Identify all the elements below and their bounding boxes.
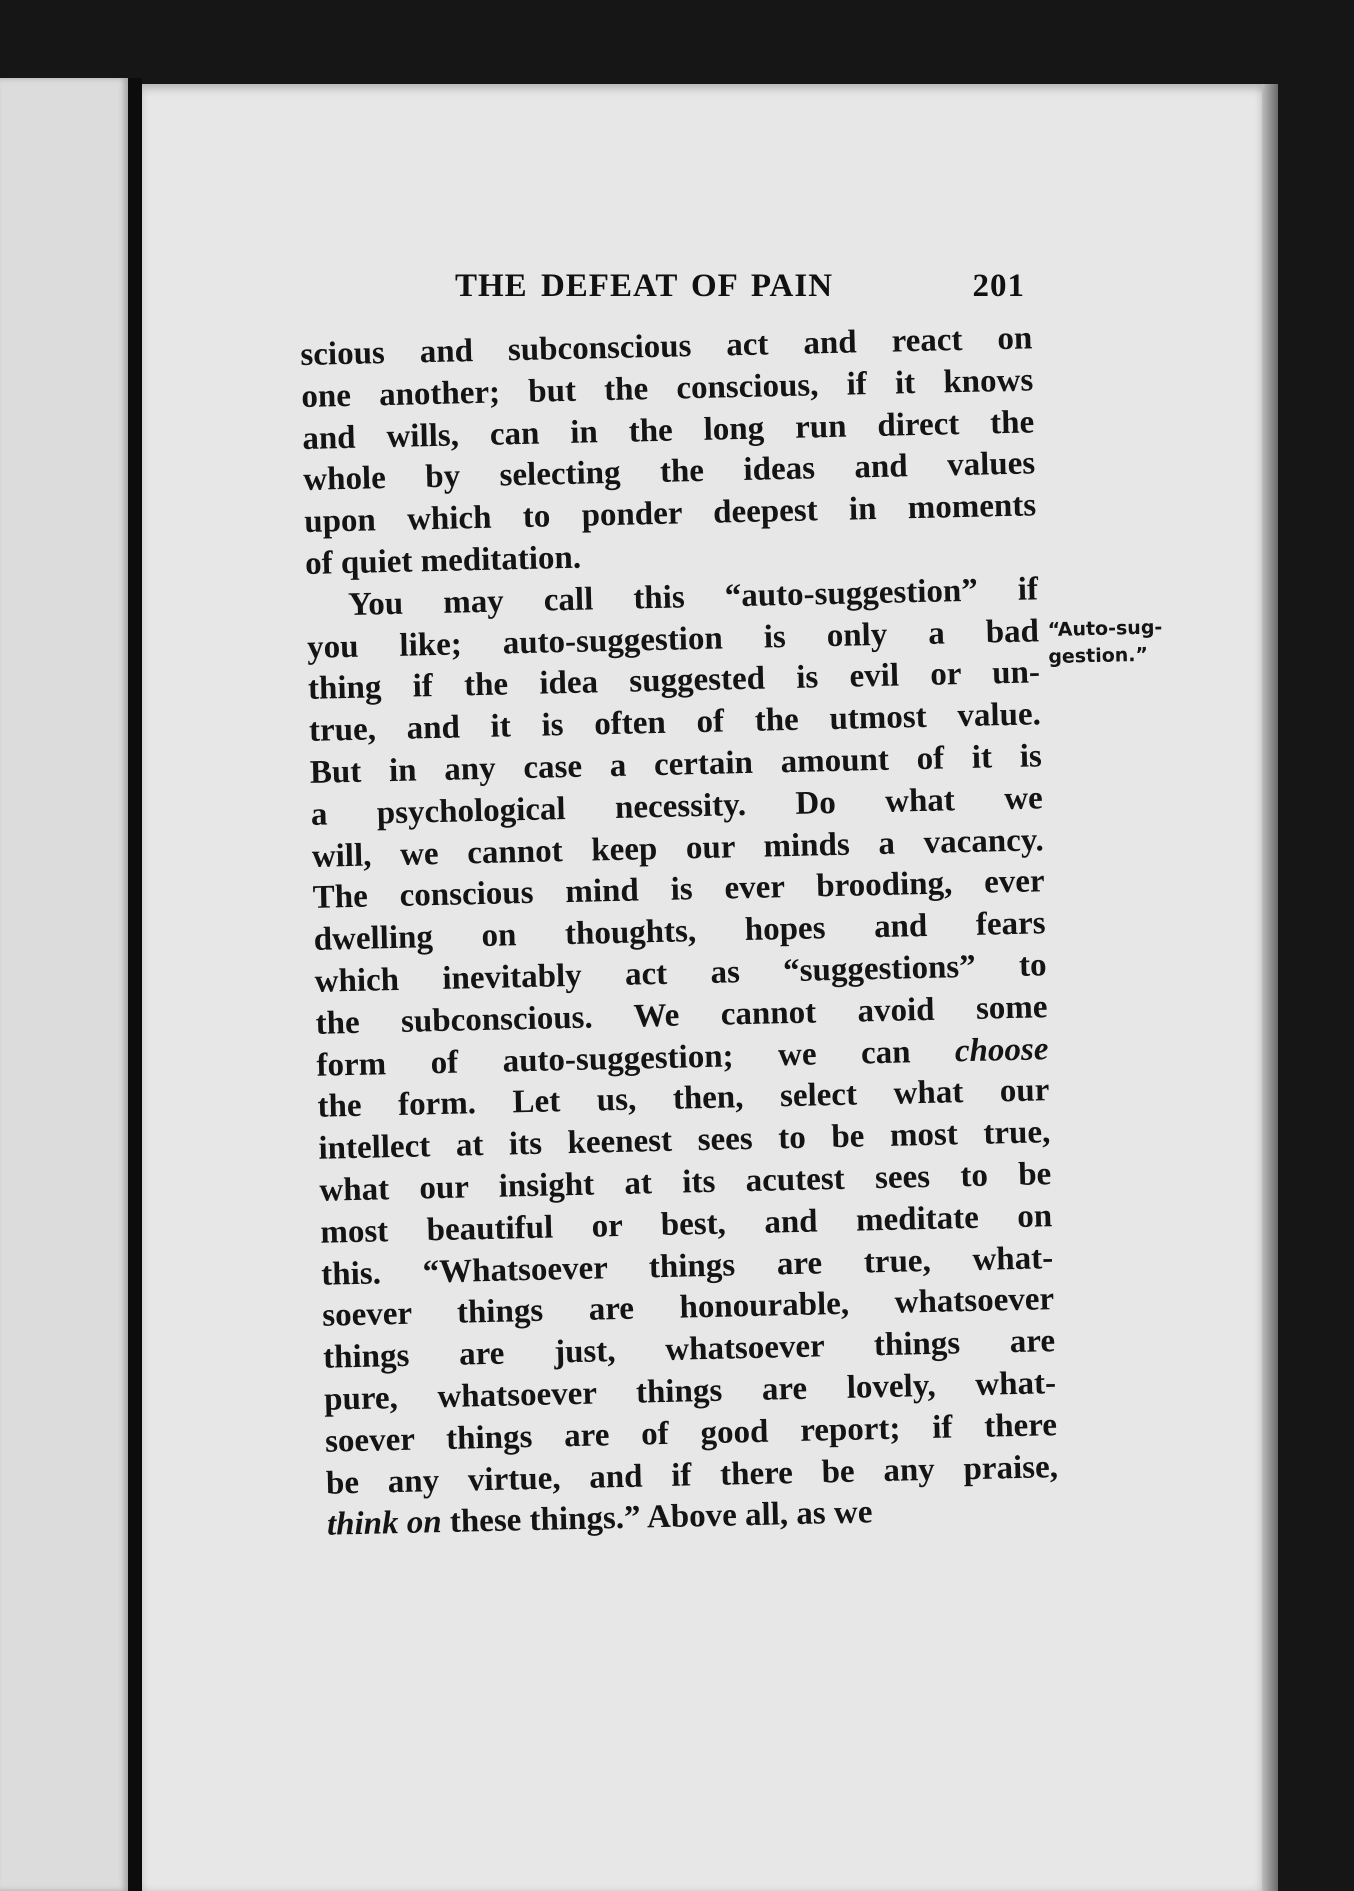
text-line: this. “Whatsoever things are true, what- — [320, 1239, 1054, 1293]
text-line: a psychological necessity. Do what we — [310, 780, 1044, 833]
text-line: what our insight at its acutest sees to be — [319, 1156, 1052, 1209]
text-line: the subconscious. We cannot avoid some — [315, 988, 1048, 1042]
margin-note-line: “Auto-sug- — [1047, 616, 1163, 642]
italic-phrase-think-on: think on — [326, 1504, 443, 1544]
text-line: pure, whatsoever things are lovely, what- — [323, 1365, 1057, 1418]
text-line: But in any case a certain amount of it is — [309, 738, 1043, 791]
left-page-edge — [0, 78, 128, 1891]
text-line: dwelling on thoughts, hopes and fears — [313, 905, 1046, 958]
text-line: The conscious mind is ever brooding, ever — [312, 863, 1046, 917]
text-line: things are just, whatsoever things are — [322, 1323, 1056, 1376]
margin-note — [1047, 613, 1228, 671]
text-line: thing if the idea suggested is evil or un- — [307, 654, 1041, 708]
italic-word-choose: choose — [954, 1030, 1049, 1069]
text-line: You may call this “auto-suggestion” if — [347, 571, 1039, 623]
text-segment: form of auto-suggestion; we can — [316, 1033, 911, 1084]
book-gutter — [128, 78, 142, 1891]
text-line: scious and subconscious act and react on — [300, 320, 1033, 373]
text-line: which inevitably act as “suggestions” to — [314, 947, 1047, 1000]
text-line: whole by selecting the ideas and values — [302, 445, 1036, 499]
text-line: intellect at its keenest sees to be most true, — [318, 1114, 1051, 1167]
text-line: soever things are honourable, whatsoever — [321, 1281, 1055, 1335]
text-line: you like; auto-suggestion is only a bad — [306, 612, 1040, 666]
text-line: be any virtue, and if there be any praise, — [325, 1448, 1059, 1502]
text-line: upon which to ponder deepest in moments — [303, 487, 1037, 541]
running-title: THE DEFEAT OF PAIN — [455, 268, 834, 304]
text-line: soever things are of good report; if there — [324, 1406, 1058, 1460]
running-head — [455, 268, 1025, 318]
text-line: will, we cannot keep our minds a vacancy. — [311, 821, 1045, 875]
text-line: most beautiful or best, and meditate on — [319, 1197, 1053, 1251]
text-line: true, and it is often of the utmost value. — [308, 696, 1042, 750]
page-edge-shadow — [1262, 84, 1278, 1891]
text-line: one another; but the conscious, if it knows — [300, 362, 1034, 415]
text-line: and wills, can in the long run direct the — [301, 403, 1035, 457]
text-line: of quiet meditation. — [304, 539, 582, 582]
body-text — [300, 318, 1059, 1546]
margin-note-line: gestion.” — [1048, 643, 1149, 669]
page-number: 201 — [972, 268, 1025, 304]
text-segment: these things.” Above all, as we — [449, 1494, 873, 1541]
text-line: the form. Let us, then, select what our — [317, 1072, 1050, 1126]
